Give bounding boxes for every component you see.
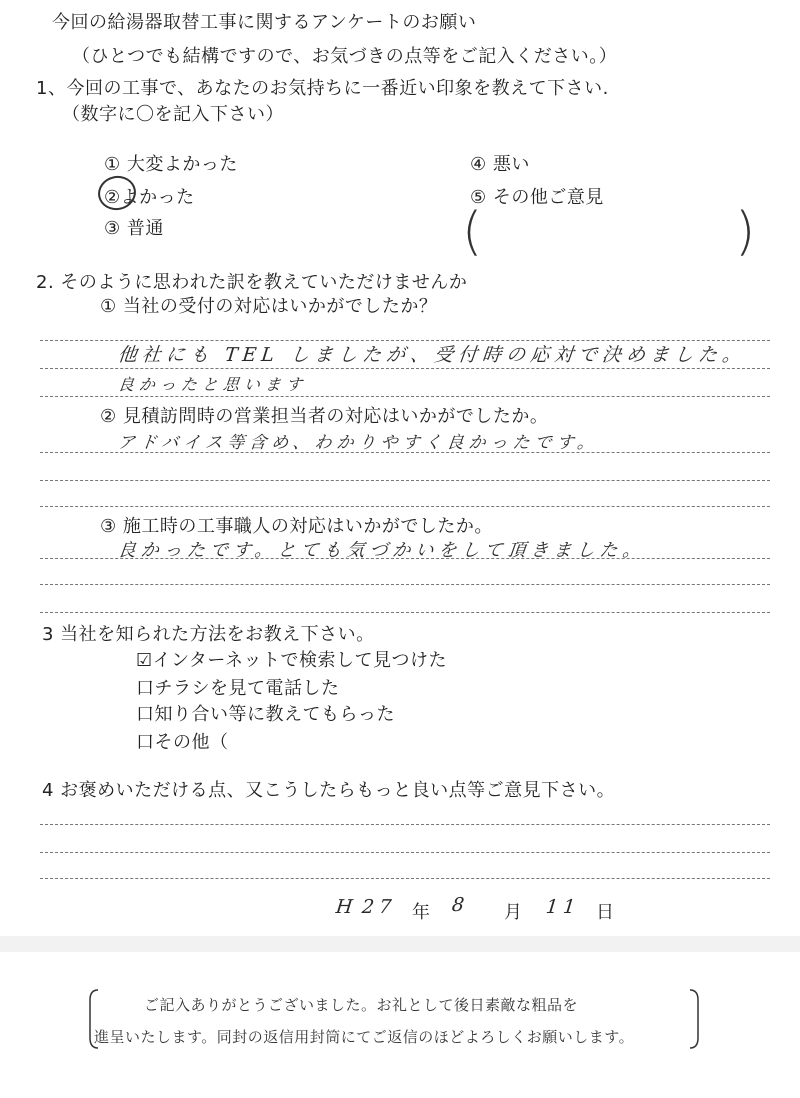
- date-year-unit: 年: [412, 902, 431, 923]
- date-day: 11: [544, 896, 582, 918]
- q2-answer3: 良かったです。とても気づかいをして頂きました。: [116, 540, 647, 561]
- q4-question: 4 お褒めいただける点、又こうしたらもっと良い点等ご意見下さい。: [42, 780, 616, 801]
- q1-question: 1、今回の工事で、あなたのお気持ちに一番近い印象を教えて下さい.: [36, 78, 609, 99]
- date-year: 27: [360, 896, 398, 918]
- date-day-unit: 日: [596, 902, 615, 923]
- answer-line: [40, 452, 770, 453]
- answer-line: [40, 878, 770, 879]
- answer-line: [40, 506, 770, 507]
- scan-band: [0, 936, 800, 952]
- footer-line1: ご記入ありがとうございました。お礼として後日素敵な粗品を: [144, 996, 579, 1014]
- answer-line: [40, 852, 770, 853]
- form-title: 今回の給湯器取替工事に関するアンケートのお願い: [52, 12, 477, 33]
- q1-option-5[interactable]: ⑤ その他ご意見: [470, 187, 604, 208]
- date-month-unit: 月: [504, 902, 523, 923]
- date-era: H: [334, 896, 359, 918]
- q1-instruction: （数字に〇を記入下さい）: [62, 104, 284, 125]
- q2-answer2: アドバイス等含め、わかりやすく良かったです。: [116, 433, 601, 453]
- q3-question: 3 当社を知られた方法をお教え下さい。: [42, 624, 375, 645]
- q3-option-flyer[interactable]: 口チラシを見て電話した: [136, 678, 340, 699]
- answer-line: [40, 558, 770, 559]
- footer-line2: 進呈いたします。同封の返信用封筒にてご返信のほどよろしくお願いします。: [94, 1028, 635, 1046]
- answer-line: [40, 480, 770, 481]
- q1-option-2[interactable]: ②よかった: [104, 187, 195, 208]
- answer-line: [40, 396, 770, 397]
- q2-question: 2. そのように思われた訳を教えていただけませんか: [36, 272, 468, 293]
- q3-option-other[interactable]: 口その他（: [136, 732, 229, 753]
- q1-option-3[interactable]: ③ 普通: [104, 218, 164, 239]
- open-paren: (: [462, 202, 483, 262]
- q2-sub2: ② 見積訪問時の営業担当者の対応はいかがでしたか。: [100, 406, 549, 427]
- q2-answer1-line1: 他社にも TEL しましたが、受付時の応対で決めました。: [116, 344, 748, 366]
- close-paren: ): [735, 202, 756, 262]
- q3-option-referral[interactable]: 口知り合い等に教えてもらった: [136, 704, 395, 725]
- answer-line: [40, 612, 770, 613]
- q2-sub1: ① 当社の受付の対応はいかがでしたか？: [100, 296, 438, 317]
- form-subtitle: （ひとつでも結構ですので、お気づきの点等をご記入ください。）: [72, 46, 618, 67]
- q1-option-1[interactable]: ① 大変よかった: [104, 154, 238, 175]
- footer-note: [88, 988, 700, 1050]
- answer-line: [40, 584, 770, 585]
- answer-line: [40, 368, 770, 369]
- q3-option-internet[interactable]: ☑インターネットで検索して見つけた: [136, 650, 448, 671]
- q1-option-4[interactable]: ④ 悪い: [470, 154, 530, 175]
- answer-line: [40, 824, 770, 825]
- q2-sub3: ③ 施工時の工事職人の対応はいかがでしたか。: [100, 516, 493, 537]
- date-month: 8: [450, 894, 471, 916]
- q2-answer1-line2: 良かったと思います: [116, 375, 308, 394]
